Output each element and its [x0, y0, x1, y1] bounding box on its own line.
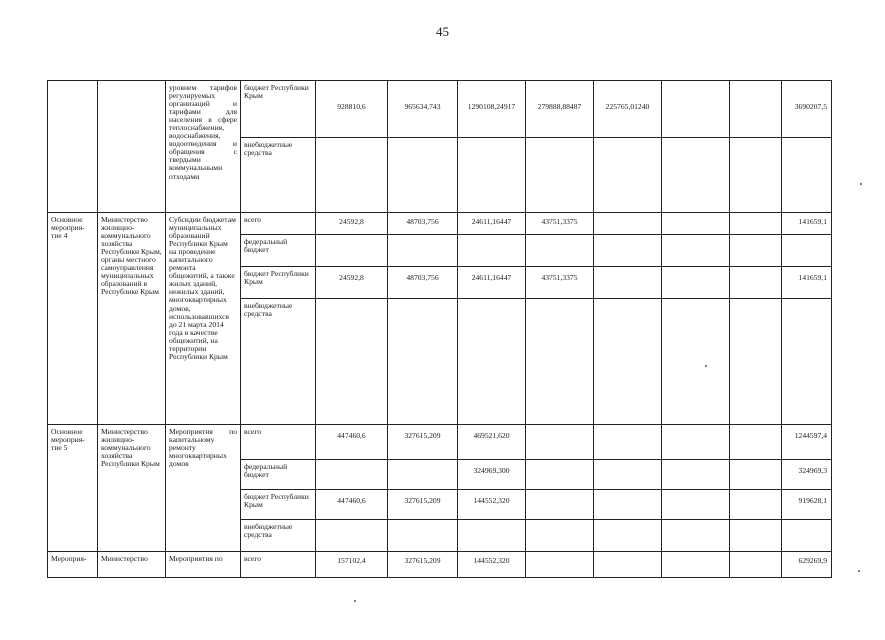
- value-cell: [662, 81, 730, 138]
- value-cell: 327615,209: [388, 490, 458, 520]
- source-cell: внебюджетные средства: [241, 138, 316, 213]
- executor-cell: Министерство: [98, 552, 166, 578]
- value-cell: 324969,300: [458, 460, 526, 490]
- value-cell: 24611,16447: [458, 267, 526, 299]
- value-cell: 928810,6: [316, 81, 388, 138]
- source-cell: бюджет Республики Крым: [241, 490, 316, 520]
- value-cell: 43751,3375: [526, 267, 594, 299]
- source-cell: всего: [241, 425, 316, 460]
- table-row: [48, 81, 832, 138]
- value-cell: 24592,8: [316, 267, 388, 299]
- description-cell: Мероприятия по: [166, 552, 241, 578]
- total-cell: 629269,9: [782, 552, 832, 578]
- description-cell: Субсидии бюджетам муниципальных образований Республики Крым на проведение капитального ремонта общежитий, а также жилых зданий, нежилых зданий, многоквартирных домов, использовавшихся до 21 марта 2014 года в качестве общежитий, на территории Республики Крым: [166, 213, 241, 425]
- value-cell: 447460,6: [316, 425, 388, 460]
- value-cell: 24611,16447: [458, 213, 526, 235]
- total-cell: 1244597,4: [782, 425, 832, 460]
- value-cell: 225765,01240: [594, 81, 662, 138]
- source-cell: бюджет Республики Крым: [241, 267, 316, 299]
- event-cell: Основное мероприя-тие 4: [48, 213, 98, 425]
- source-cell: всего: [241, 552, 316, 578]
- total-cell: 141659,1: [782, 267, 832, 299]
- value-cell: 157102,4: [316, 552, 388, 578]
- description-cell: Мероприятия по капитальному ремонту многоквартирных домов: [166, 425, 241, 552]
- value-cell: 48703,756: [388, 267, 458, 299]
- value-cell: 144552,320: [458, 490, 526, 520]
- executor-cell: Министерство жилищно-коммунального хозяйства Республики Крым: [98, 425, 166, 552]
- page-number: 45: [436, 24, 449, 39]
- table-row: [48, 213, 832, 235]
- source-cell: бюджет Республики Крым: [241, 81, 316, 138]
- total-cell: 141659,1: [782, 213, 832, 235]
- source-cell: федеральный бюджет: [241, 460, 316, 490]
- value-cell: 43751,3375: [526, 213, 594, 235]
- event-cell: Мероприя-: [48, 552, 98, 578]
- source-cell: внебюджетные средства: [241, 520, 316, 552]
- scan-speck: [354, 600, 356, 602]
- scan-speck: [858, 570, 860, 572]
- value-cell: 965634,743: [388, 81, 458, 138]
- total-cell: 324969,3: [782, 460, 832, 490]
- scan-speck: [705, 365, 707, 367]
- event-cell: [48, 81, 98, 213]
- program-funding-table: [47, 80, 832, 578]
- table-row: [48, 552, 832, 578]
- source-cell: внебюджетные средства: [241, 299, 316, 425]
- executor-cell: [98, 81, 166, 213]
- description-cell: уровнем тарифов регулируемых организаций и тарифами для населения в сфере теплоснабжения, водоснабжения, водоотведения и обращения с твердыми коммунальными отходами: [166, 81, 241, 213]
- scan-speck: [860, 183, 862, 185]
- total-cell: 3690207,5: [782, 81, 832, 138]
- total-cell: 919628,1: [782, 490, 832, 520]
- source-cell: федеральный бюджет: [241, 235, 316, 267]
- value-cell: 279888,88487: [526, 81, 594, 138]
- value-cell: 327615,209: [388, 425, 458, 460]
- event-cell: Основное мероприя-тие 5: [48, 425, 98, 552]
- value-cell: 327615,209: [388, 552, 458, 578]
- source-cell: всего: [241, 213, 316, 235]
- value-cell: 24592,8: [316, 213, 388, 235]
- value-cell: 144552,320: [458, 552, 526, 578]
- value-cell: 48703,756: [388, 213, 458, 235]
- value-cell: 447460,6: [316, 490, 388, 520]
- value-cell: [730, 81, 782, 138]
- table-row: [48, 425, 832, 460]
- executor-cell: Министерство жилищно-коммунального хозяйства Республики Крым, органы местного самоуправления муниципальных образований в Республике Крым: [98, 213, 166, 425]
- value-cell: 1290108,24917: [458, 81, 526, 138]
- value-cell: 469521,620: [458, 425, 526, 460]
